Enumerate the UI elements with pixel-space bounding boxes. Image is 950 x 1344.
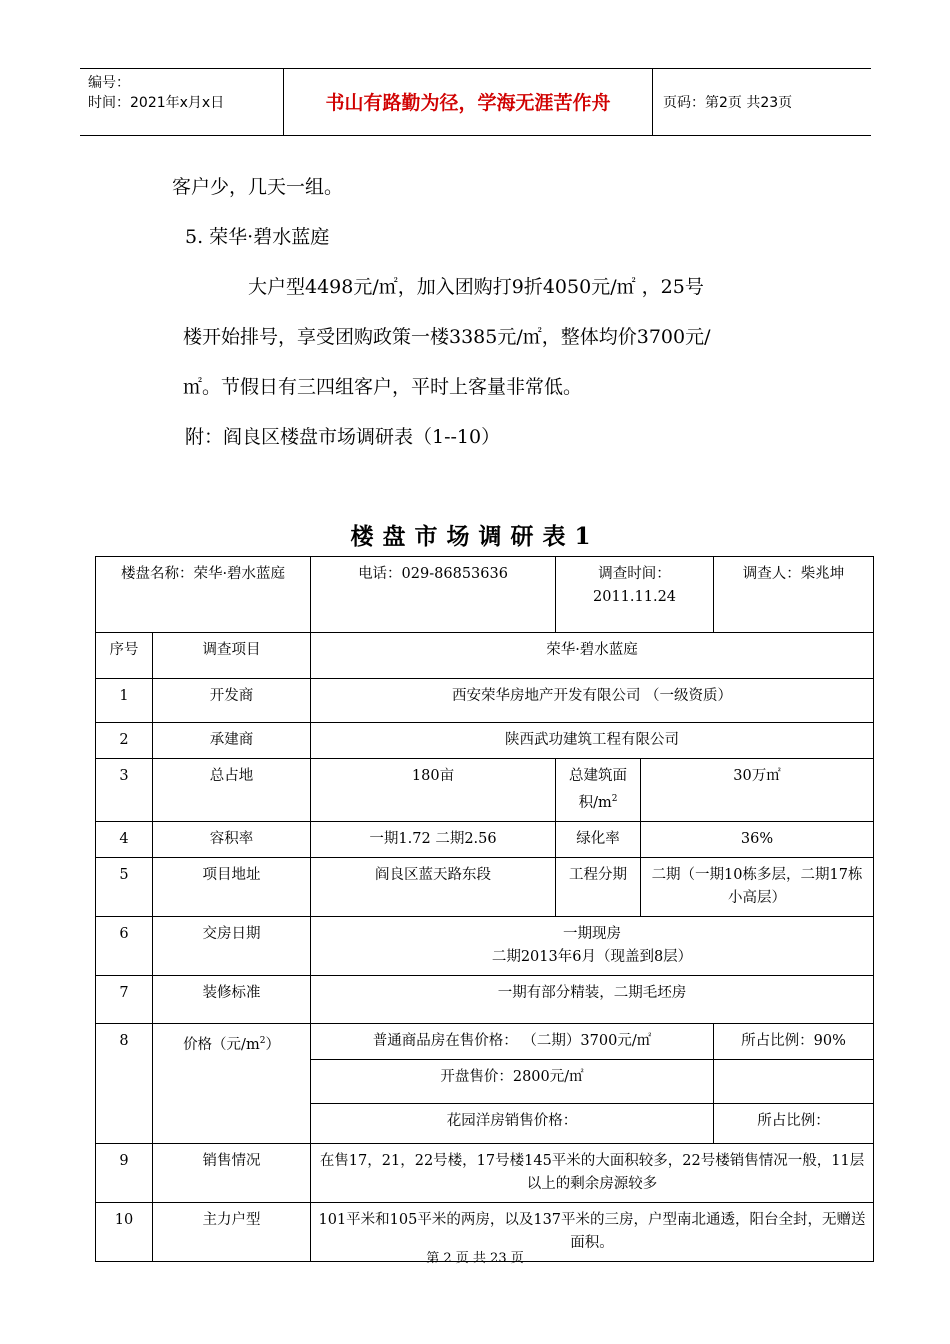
row-no: 7: [96, 975, 153, 1023]
row-value-line: 二期2013年6月（现盖到8层）: [491, 948, 693, 965]
villa-price-cell: 花园洋房销售价格：: [311, 1103, 714, 1143]
surveyor-cell: 调查人：柴兆坤: [714, 557, 874, 633]
table-row: [96, 975, 874, 1023]
row-no: 6: [96, 916, 153, 975]
header-motto: 书山有路勤为径，学海无涯苦作舟: [283, 69, 653, 135]
table-row: [96, 916, 874, 975]
table-title: 楼盘市场调研表1: [350, 523, 600, 550]
row-value: [311, 916, 874, 975]
appendix-line: 附：阎良区楼盘市场调研表（1--10）: [185, 426, 501, 448]
table-row: [96, 633, 874, 679]
date-label: 时间：2021年x月x日: [88, 95, 225, 111]
table-row: [96, 759, 874, 822]
ratio-cell: 所占比例：90%: [714, 1023, 874, 1059]
row-no: 5: [96, 857, 153, 916]
row-value: 一期有部分精装，二期毛坯房: [311, 975, 874, 1023]
row-label2: 总建筑面积$/m^2$: [556, 759, 641, 822]
col-header-project: 荣华·碧水蓝庭: [311, 633, 874, 679]
page-header: [80, 68, 871, 136]
col-header-item: 调查项目: [153, 633, 311, 679]
row-label2: 绿化率: [556, 821, 641, 857]
row-value: 一期1.72 二期2.56: [311, 821, 556, 857]
row-item: 主力户型: [153, 1202, 311, 1261]
row-value2: 30万㎡: [641, 759, 874, 822]
table-row: [96, 557, 874, 633]
col-header-no: 序号: [96, 633, 153, 679]
row-item: 开发商: [153, 679, 311, 723]
row-value: 陕西武功建筑工程有限公司: [311, 723, 874, 759]
row-label2: 工程分期: [556, 857, 641, 916]
row-item: 销售情况: [153, 1143, 311, 1202]
opening-price-cell: 开盘售价：2800元/㎡: [311, 1059, 714, 1103]
row-value: 180亩: [311, 759, 556, 822]
table-row: [96, 1143, 874, 1202]
row-no: 8: [96, 1023, 153, 1143]
paragraph-line-2: 楼开始排号，享受团购政策一楼3385元/㎡，整体均价3700元/: [183, 326, 711, 348]
row-value2: 二期（一期10栋多层，二期17栋小高层）: [641, 857, 874, 916]
table-row: [96, 821, 874, 857]
header-page-info: 页码：第2页 共23页: [663, 95, 793, 111]
row-value: 在售17，21，22号楼，17号楼145平米的大面积较多，22号楼销售情况一般，11层以上的剩余房源较多: [311, 1143, 874, 1202]
survey-table: [95, 556, 874, 1262]
row-item: 交房日期: [153, 916, 311, 975]
ratio-cell: 所占比例：: [714, 1103, 874, 1143]
row-no: 9: [96, 1143, 153, 1202]
row-item: 项目地址: [153, 857, 311, 916]
row-item: 装修标准: [153, 975, 311, 1023]
ratio-cell: [714, 1059, 874, 1103]
property-name-cell: 楼盘名称：荣华·碧水蓝庭: [96, 557, 311, 633]
table-row: [96, 857, 874, 916]
table-row: [96, 1023, 874, 1059]
price-cell: 普通商品房在售价格： （二期）3700元/㎡: [311, 1023, 714, 1059]
row-item: 容积率: [153, 821, 311, 857]
row-item: 总占地: [153, 759, 311, 822]
table-row: [96, 723, 874, 759]
row-no: 3: [96, 759, 153, 822]
row-item: 价格（元$/m^2$）: [153, 1023, 311, 1143]
row-value: 101平米和105平米的两房，以及137平米的三房，户型南北通透，阳台全封，无赠送面积。: [311, 1202, 874, 1261]
row-no: 10: [96, 1202, 153, 1261]
table-row: [96, 679, 874, 723]
row-item: 承建商: [153, 723, 311, 759]
body-line-1: 客户少，几天一组。: [172, 176, 344, 198]
row-no: 2: [96, 723, 153, 759]
row-value-line: 一期现房: [563, 925, 622, 942]
survey-date-cell: 调查时间：2011.11.24: [556, 557, 714, 633]
page-footer: 第 2 页 共 23 页: [426, 1251, 524, 1266]
row-no: 1: [96, 679, 153, 723]
paragraph-line-3: ㎡。节假日有三四组客户，平时上客量非常低。: [183, 376, 583, 398]
header-meta: [80, 69, 283, 135]
row-value: 西安荣华房地产开发有限公司 （一级资质）: [311, 679, 874, 723]
row-no: 4: [96, 821, 153, 857]
paragraph-line-1: 大户型4498元/㎡，加入团购打9折4050元/㎡ ，25号: [248, 276, 704, 298]
row-value2: 36%: [641, 821, 874, 857]
row-value: 阎良区蓝天路东段: [311, 857, 556, 916]
section-heading-5: 5. 荣华·碧水蓝庭: [185, 226, 330, 248]
number-label: 编号：: [88, 75, 130, 91]
phone-cell: 电话：029-86853636: [311, 557, 556, 633]
